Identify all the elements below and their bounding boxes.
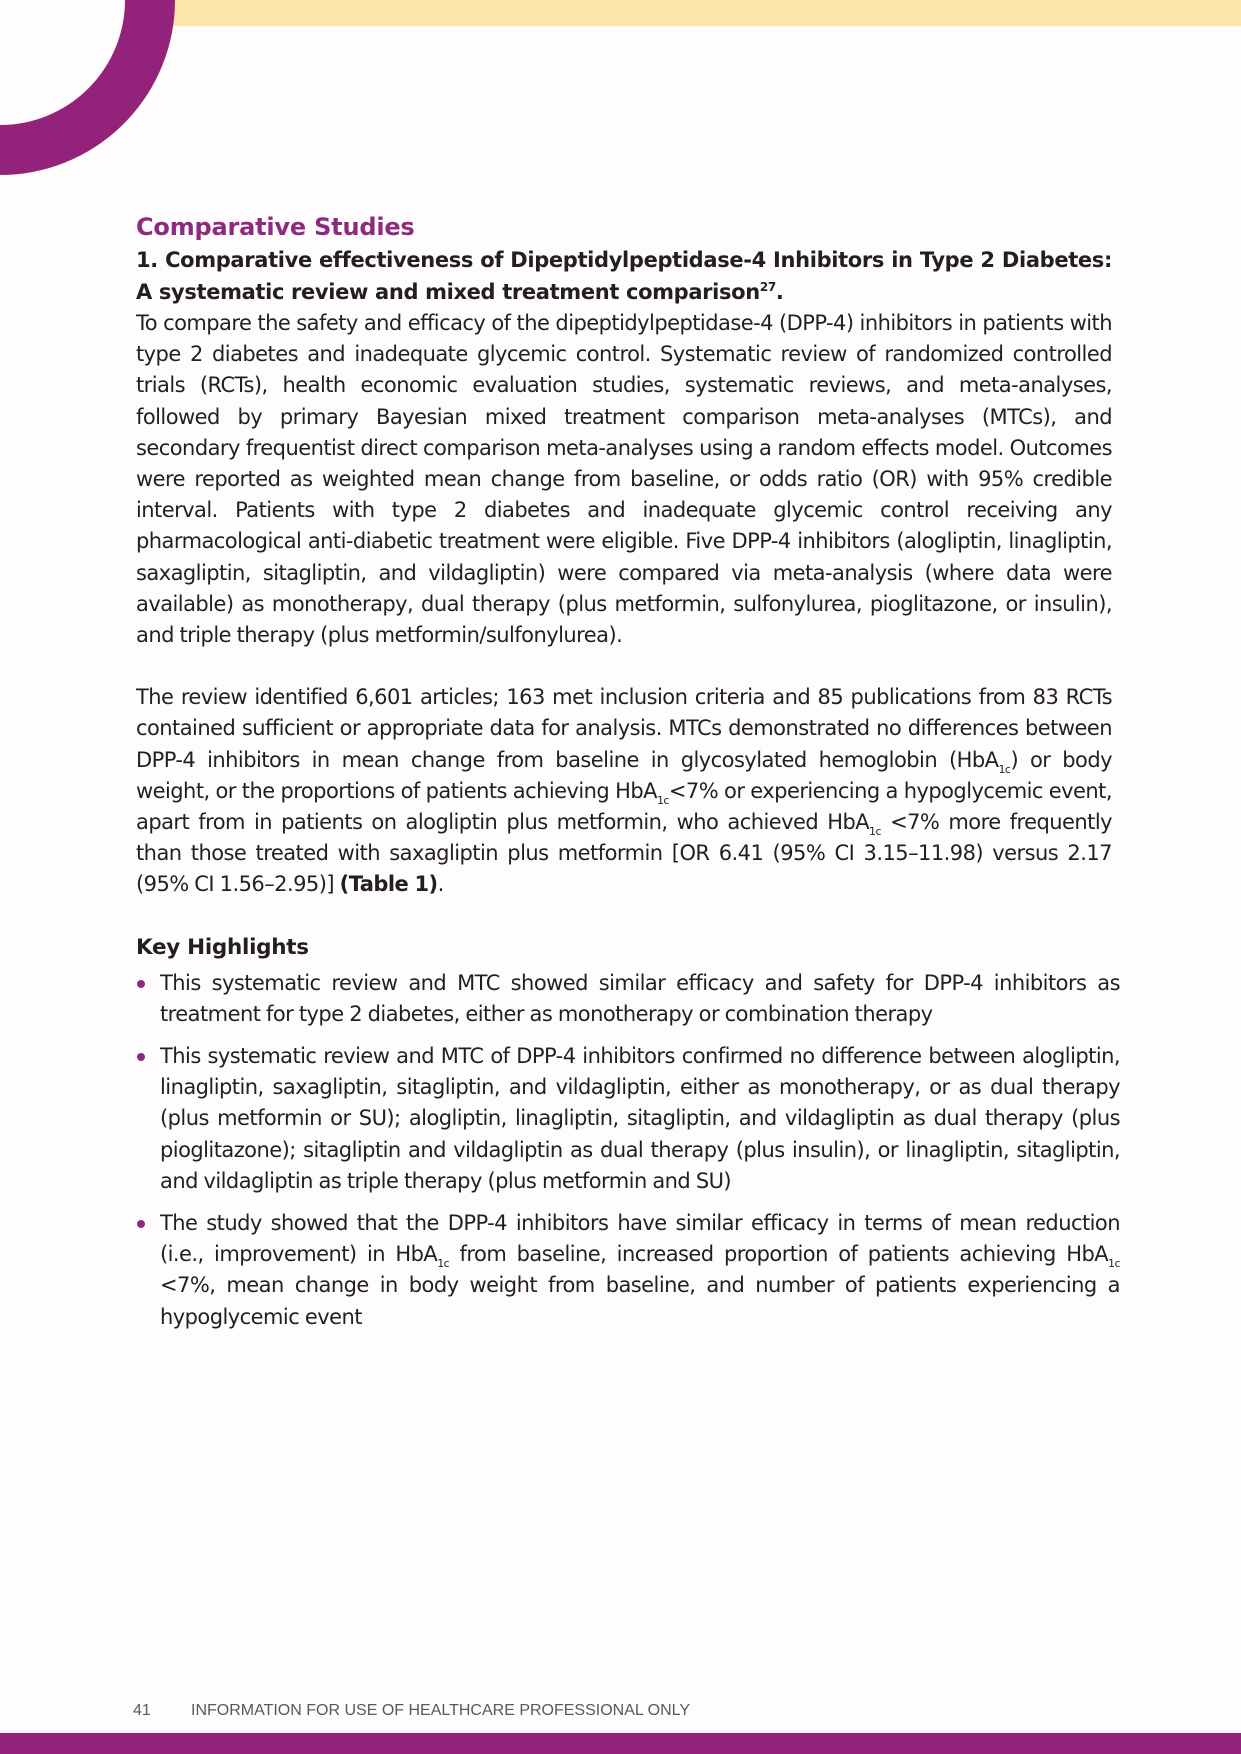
highlight-item bbox=[136, 1208, 1120, 1333]
study-title bbox=[136, 244, 1112, 308]
study-title-end: . bbox=[775, 280, 784, 304]
highlight-item bbox=[136, 1041, 1120, 1197]
section-title: Comparative Studies bbox=[136, 213, 415, 241]
study-paragraph-1: To compare the safety and efficacy of the dipeptidylpeptidase-4 (DPP-4) inhibitors in patients with type 2 diabetes and inadequate glycemic control. Systematic review of randomized controlled trials (RCTs), health economic evaluation studies, systematic reviews, and meta-analyses, followed by primary Bayesian mixed treatment comparison meta-analyses (MTCs), and secondary frequentist direct comparison meta-analyses using a random effects model. Outcomes were reported as weighted mean change from baseline, or odds ratio (OR) with 95% credible interval. Patients with type 2 diabetes and inadequate glycemic control receiving any pharmacological anti-diabetic treatment were eligible. Five DPP-4 inhibitors (alogliptin, linagliptin, saxagliptin, sitagliptin, and vildagliptin) were compared via meta-analysis (where data were available) as monotherapy, dual therapy (plus metformin, sulfonylurea, pioglitazone, or insulin), and triple therapy (plus metformin/sulfonylurea). bbox=[136, 311, 1112, 648]
highlight-text: The study showed that the DPP-4 inhibitors have similar efficacy in terms of mean reduction (i.e., improvement) in HbA bbox=[160, 1211, 1120, 1267]
highlight-text: from baseline, increased proportion of patients achieving HbA bbox=[449, 1242, 1109, 1267]
key-highlights-list bbox=[136, 968, 1120, 1333]
bullet-icon bbox=[137, 980, 145, 988]
page-content bbox=[136, 210, 1120, 1344]
study-title-text: 1. Comparative effectiveness of Dipeptidylpeptidase-4 Inhibitors in Type 2 Diabetes: A systematic review and mixed treatment comparison bbox=[136, 248, 1112, 304]
table-reference: (Table 1) bbox=[339, 872, 438, 897]
subscript: 1c bbox=[437, 1257, 450, 1271]
reference-superscript: 27 bbox=[759, 280, 776, 294]
page-footer bbox=[133, 1701, 690, 1721]
top-decorative-band bbox=[0, 0, 1241, 26]
subscript: 1c bbox=[869, 825, 881, 839]
page-number: 41 bbox=[133, 1702, 151, 1719]
bullet-icon bbox=[137, 1053, 145, 1061]
paragraph-spacer bbox=[136, 651, 1112, 682]
bullet-icon bbox=[137, 1220, 145, 1228]
bottom-decorative-band bbox=[0, 1733, 1241, 1754]
paragraph-spacer bbox=[136, 901, 1112, 932]
text-run: The review identified 6,601 articles; 163 met inclusion criteria and 85 publications from 83 RCTs contained sufficient or appropriate data for analysis. MTCs demonstrated no differences between DPP-4 inhibitors in mean change from baseline in glycosylated hemoglobin (HbA bbox=[136, 685, 1112, 772]
highlight-item bbox=[136, 968, 1120, 1030]
highlight-text: <7%, mean change in body weight from baseline, and number of patients experiencing a hypoglycemic event bbox=[160, 1273, 1120, 1329]
corner-arc-decoration bbox=[0, 0, 175, 175]
footer-disclaimer: INFORMATION FOR USE OF HEALTHCARE PROFESSIONAL ONLY bbox=[191, 1702, 691, 1719]
highlight-text: This systematic review and MTC of DPP-4 inhibitors confirmed no difference between alogliptin, linagliptin, saxagliptin, sitagliptin, and vildagliptin, either as monotherapy, or as dual therapy (plus metformin or SU); alogliptin, linagliptin, sitagliptin, and vildagliptin as dual therapy (plus pioglitazone); sitagliptin and vildagliptin as dual therapy (plus insulin), or linagliptin, sitagliptin, and vildagliptin as triple therapy (plus metformin and SU) bbox=[160, 1044, 1120, 1193]
text-run: . bbox=[437, 872, 444, 897]
text-run: <7% or experiencing a hypoglycemic event, apart from in patients on alogliptin plus metformin, who achieved HbA bbox=[136, 778, 1112, 835]
highlight-text: This systematic review and MTC showed similar efficacy and safety for DPP-4 inhibitors as treatment for type 2 diabetes, either as monotherapy or combination therapy bbox=[160, 970, 1120, 1026]
study-paragraph-2 bbox=[136, 682, 1112, 900]
subscript: 1c bbox=[656, 793, 669, 807]
subscript: 1c bbox=[1108, 1257, 1120, 1271]
text-run: ) or body weight, or the proportions of patients achieving HbA bbox=[136, 747, 1113, 803]
text-run: <7% more frequently than those treated with saxagliptin plus metformin [OR 6.41 (95% CI 3.15–11.98) versus 2.17 (95% CI 1.56–2.95)] bbox=[136, 810, 1113, 897]
subscript: 1c bbox=[998, 762, 1011, 776]
key-highlights-title: Key Highlights bbox=[136, 934, 309, 960]
